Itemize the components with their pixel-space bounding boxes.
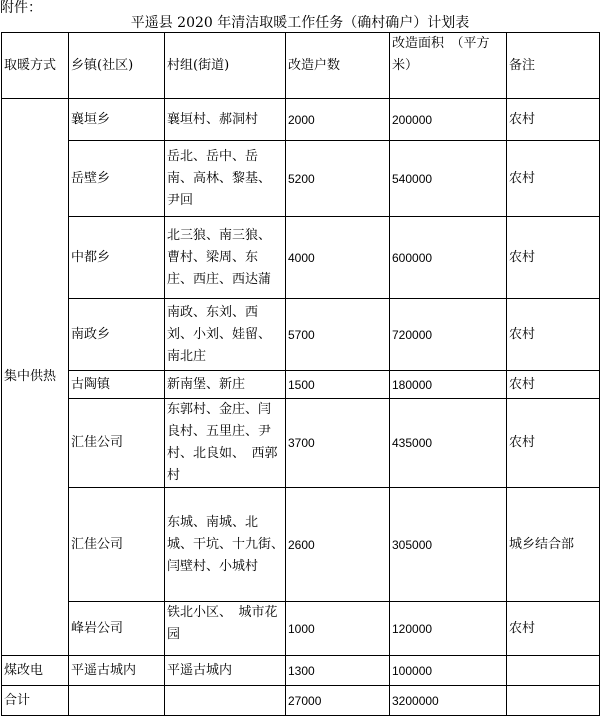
village-cell: 铁北小区、 城市花园	[165, 602, 286, 656]
header-cell: 改造面积 （平方米）	[390, 33, 507, 99]
area-cell: 305000	[390, 488, 507, 602]
village-cell: 东城、南城、北城、干坑、十九街、 闫壁村、小城村	[165, 488, 286, 602]
header-cell: 取暖方式	[2, 33, 69, 99]
area-cell: 180000	[390, 371, 507, 399]
town-cell: 襄垣乡	[69, 99, 165, 141]
town-cell: 峰岩公司	[69, 602, 165, 656]
header-cell: 村组(街道)	[165, 33, 286, 99]
town-cell: 汇佳公司	[69, 488, 165, 602]
table-row	[2, 399, 600, 488]
town-cell: 中都乡	[69, 217, 165, 299]
town-cell: 古陶镇	[69, 371, 165, 399]
table-row	[2, 371, 600, 399]
households-cell: 1300	[286, 656, 390, 686]
note-cell: 农村	[507, 217, 600, 299]
note-cell: 城乡结合部	[507, 488, 600, 602]
empty-cell	[165, 686, 286, 716]
note-cell: 农村	[507, 602, 600, 656]
note-cell: 农村	[507, 99, 600, 141]
empty-cell	[507, 686, 600, 716]
area-cell: 100000	[390, 656, 507, 686]
village-cell: 襄垣村、郝洞村	[165, 99, 286, 141]
village-cell: 北三狼、南三狼、曹村、梁周、东庄、西庄、西达蒲	[165, 217, 286, 299]
group-central-heating: 集中供热	[2, 99, 69, 656]
town-cell: 南政乡	[69, 299, 165, 371]
area-cell: 540000	[390, 141, 507, 217]
village-cell: 平遥古城内	[165, 656, 286, 686]
plan-table	[1, 32, 600, 716]
households-cell: 4000	[286, 217, 390, 299]
header-row	[2, 33, 600, 99]
total-row	[2, 686, 600, 716]
header-cell: 乡镇(社区)	[69, 33, 165, 99]
town-cell: 岳壁乡	[69, 141, 165, 217]
header-cell: 改造户数	[286, 33, 390, 99]
empty-cell	[69, 686, 165, 716]
table-row	[2, 141, 600, 217]
households-cell: 2000	[286, 99, 390, 141]
households-cell: 2600	[286, 488, 390, 602]
area-cell: 600000	[390, 217, 507, 299]
households-cell: 5700	[286, 299, 390, 371]
table-row	[2, 602, 600, 656]
table-row	[2, 99, 600, 141]
town-cell: 平遥古城内	[69, 656, 165, 686]
table-row	[2, 488, 600, 602]
village-cell: 东郭村、金庄、闫良村、五里庄、尹村、北良如、 西郭村	[165, 399, 286, 488]
area-cell: 200000	[390, 99, 507, 141]
note-cell	[507, 656, 600, 686]
note-cell: 农村	[507, 399, 600, 488]
note-cell: 农村	[507, 299, 600, 371]
town-cell: 汇佳公司	[69, 399, 165, 488]
area-cell: 435000	[390, 399, 507, 488]
table-row	[2, 299, 600, 371]
total-label: 合计	[2, 686, 69, 716]
households-cell: 1000	[286, 602, 390, 656]
page-title: 平遥县 2020 年清洁取暖工作任务（确村确户）计划表	[130, 15, 470, 31]
households-cell: 3700	[286, 399, 390, 488]
table-row	[2, 217, 600, 299]
attachment-label: 附件：	[0, 0, 42, 16]
area-cell: 120000	[390, 602, 507, 656]
total-area: 3200000	[390, 686, 507, 716]
note-cell: 农村	[507, 371, 600, 399]
village-cell: 新南堡、新庄	[165, 371, 286, 399]
note-cell: 农村	[507, 141, 600, 217]
coal-to-electric-row	[2, 656, 600, 686]
method-cell: 煤改电	[2, 656, 69, 686]
total-households: 27000	[286, 686, 390, 716]
households-cell: 5200	[286, 141, 390, 217]
header-cell: 备注	[507, 33, 600, 99]
area-cell: 720000	[390, 299, 507, 371]
village-cell: 岳北、岳中、岳南、高林、黎基、尹回	[165, 141, 286, 217]
village-cell: 南政、东刘、西刘、小刘、娃留、 南北庄	[165, 299, 286, 371]
households-cell: 1500	[286, 371, 390, 399]
